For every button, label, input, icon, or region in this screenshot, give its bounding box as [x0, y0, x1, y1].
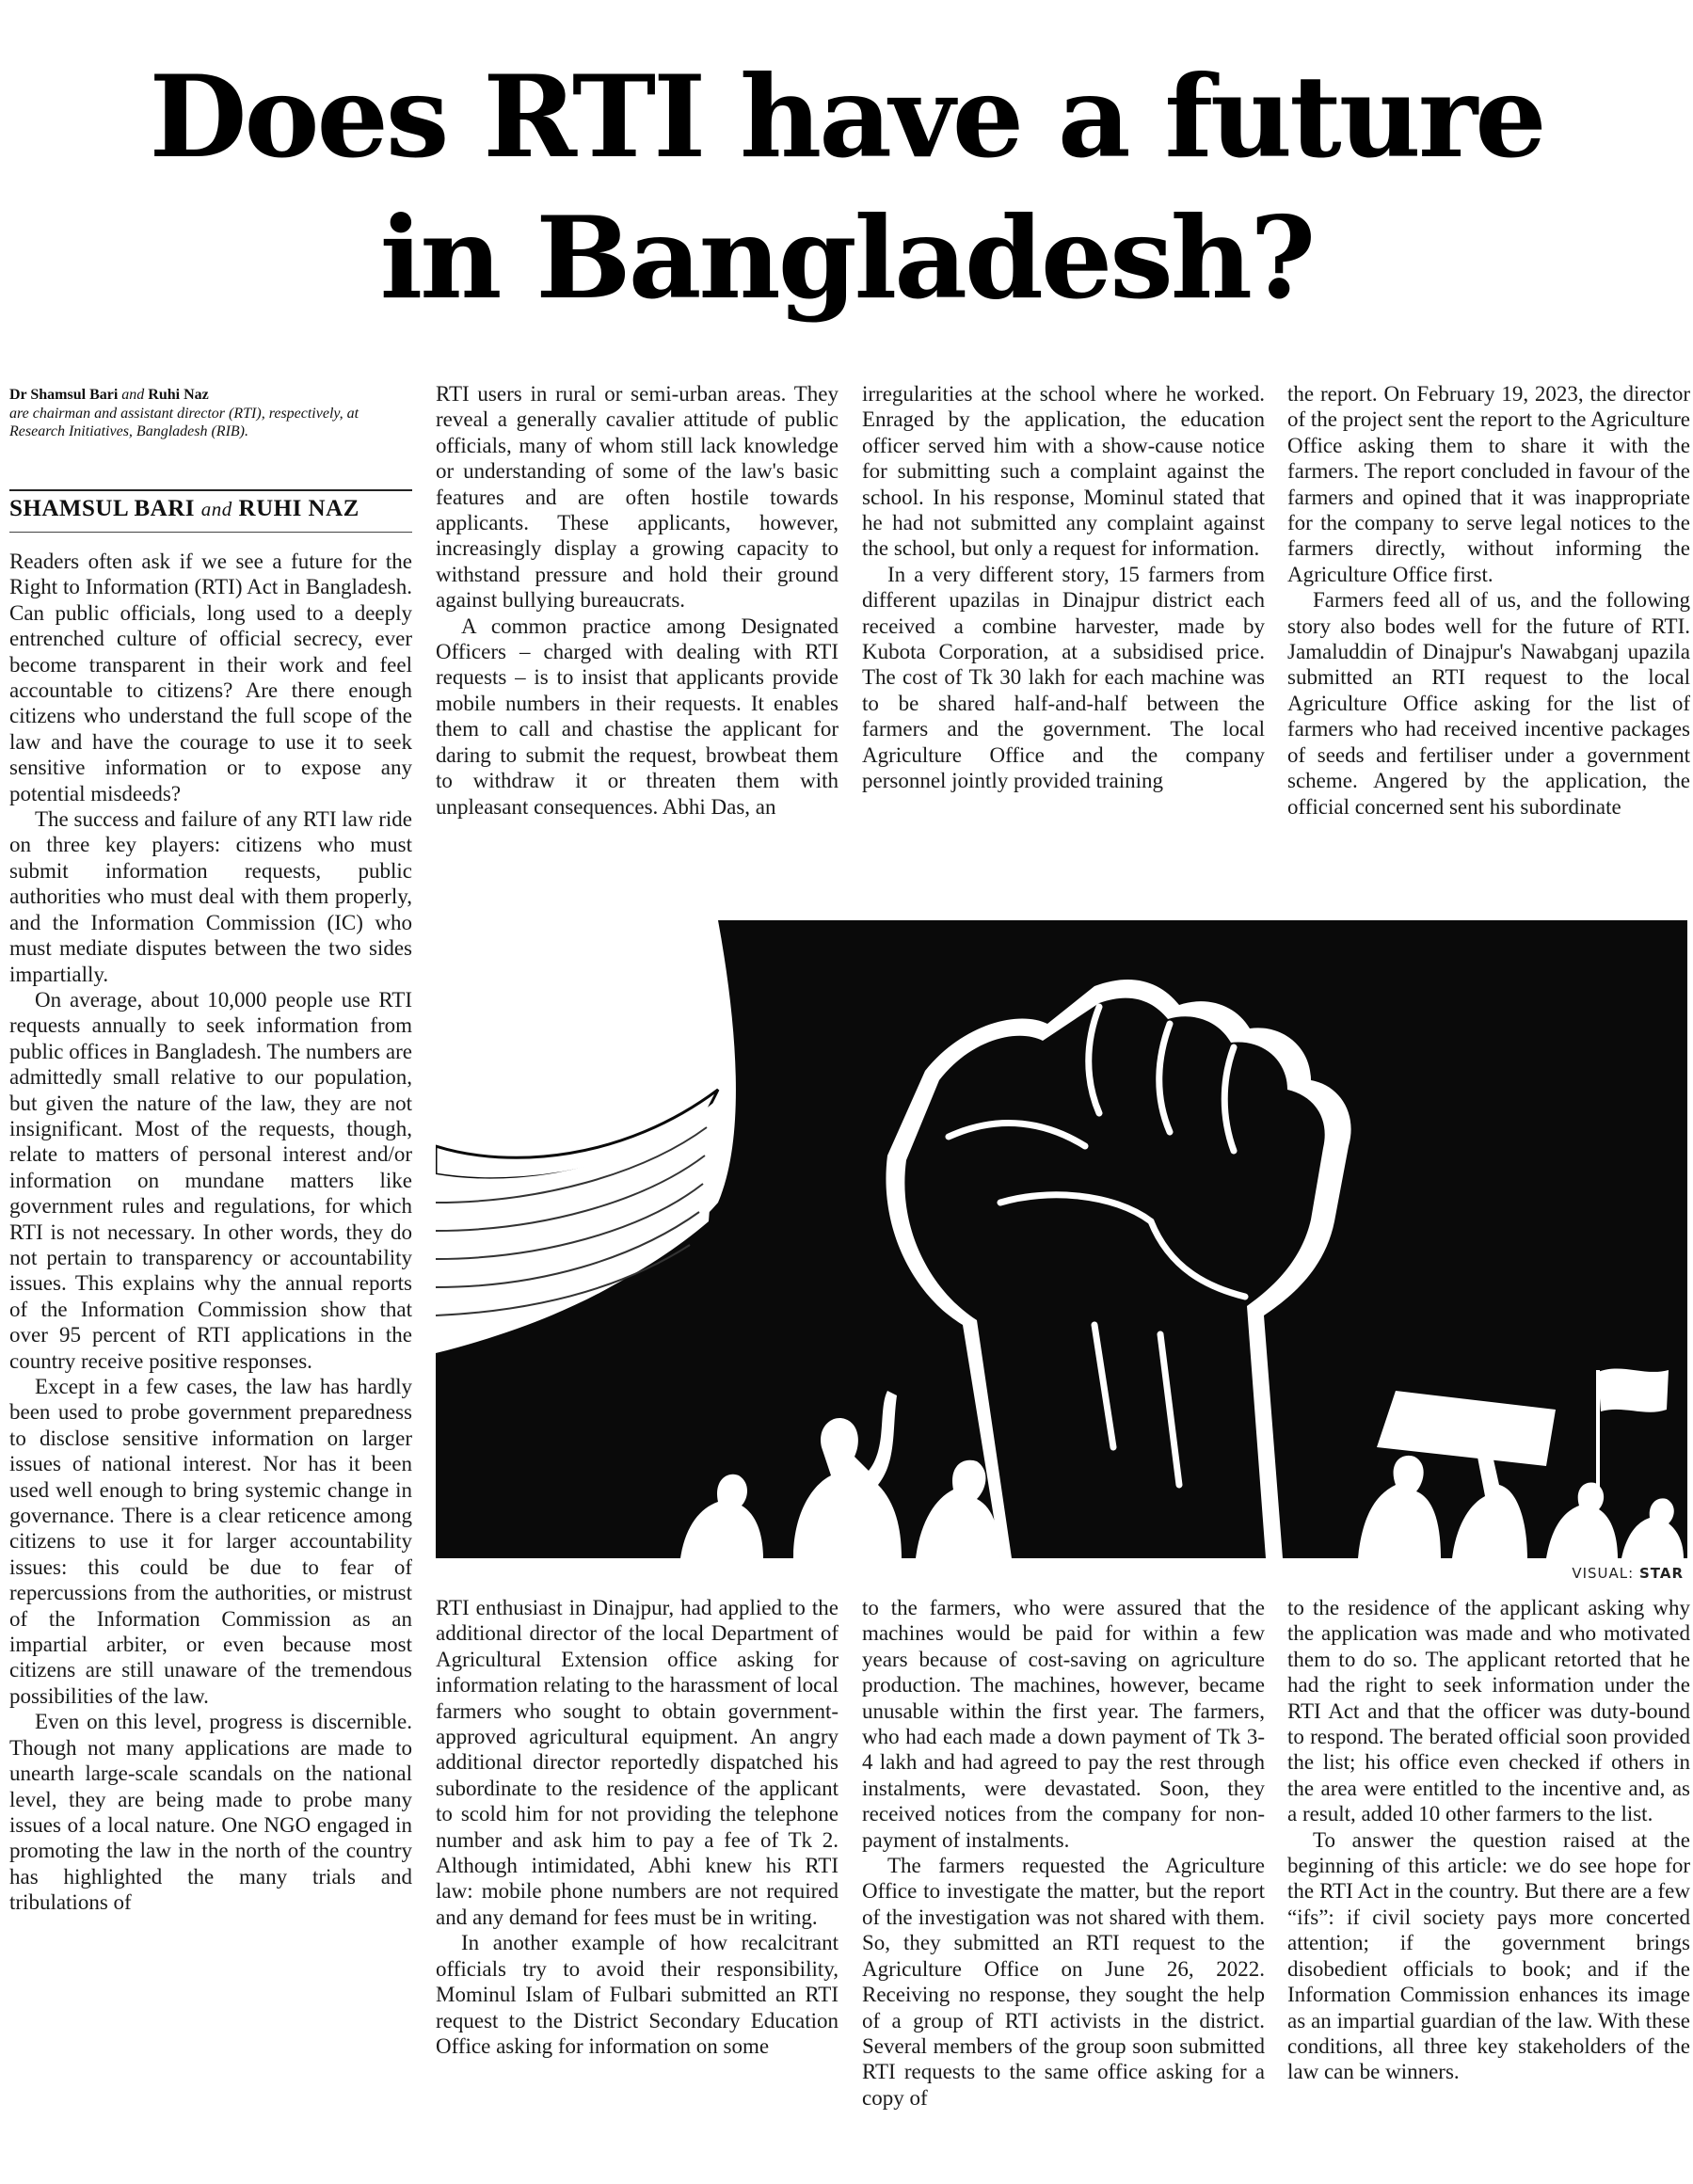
paragraph: the report. On February 19, 2023, the director of the project sent the report to the Agriculture Office asking them to share it with the farmers. The report concluded in favour of the farmers and opined that it was inappropriate for the company to serve legal notices to the farmers directly, without informing the Agriculture Office first. — [1287, 382, 1690, 586]
article-column-3-bottom — [862, 1595, 1265, 2174]
paragraph: Except in a few cases, the law has hardly been used to probe government preparedness to disclose sensitive information on larger issues of national interest. Nor has it been used well enough to bring systemic change in governance. There is a clear reticence among citizens to use it for larger accountability issues: this could be due to fear of repercussions from the authorities, or mistrust of the Information Commission as an impartial arbiter, or even because most citizens are still unaware of the tremendous possibilities of the law. — [9, 1375, 412, 1708]
paragraph: In a very different story, 15 farmers from different upazilas in Dinajpur district each received a combine harvester, made by Kubota Corporation, at a subsidised price. The cost of Tk 30 lakh for each machine was to be shared half-and-half between the farmers and the government. The local Agriculture Office and the company personnel jointly provided training — [862, 562, 1265, 793]
author-name-1: Dr Shamsul Bari — [9, 387, 119, 403]
paragraph: RTI users in rural or semi-urban areas. They reveal a generally cavalier attitude of public officials, many of whom still lack knowledge or understanding of some of the law's basic features and are often hostile towards applicants. These applicants, however, increasingly display a growing capacity to withstand pressure and hold their ground against bullying bureaucrats. — [436, 382, 839, 613]
paragraph: The farmers requested the Agriculture Office to investigate the matter, but the report of the investigation was not shared with them. So, they submitted an RTI request to the Agriculture Office on June 26, 2022. Receiving no response, they sought the help of a group of RTI activists in the district. Several members of the group soon submitted RTI requests to the same office asking for a copy of — [862, 1854, 1265, 2110]
paragraph: Farmers feed all of us, and the following story also bodes well for the future of RTI. Jamaluddin of Dinajpur's Nawabganj upazila submitted an RTI request to the local Agriculture Office asking for the list of farmers who had received incentive packages of seeds and fertiliser under a government scheme. Angered by the application, the official concerned sent his subordinate — [1287, 588, 1690, 819]
article-column-4-bottom — [1287, 1595, 1690, 2174]
byline-divider-bottom — [9, 532, 412, 533]
byline-name-1: SHAMSUL BARI — [9, 496, 196, 521]
byline-and: and — [200, 498, 232, 520]
author-note-names — [9, 386, 412, 405]
paragraph: RTI enthusiast in Dinajpur, had applied to the additional director of the local Department of Agricultural Extension office asking for information relating to the harassment of local farmers who sought to obtain government-approved agricultural equipment. An angry additional director reportedly dispatched his subordinate to the residence of the applicant to scold him for not providing the telephone number and ask him to pay a fee of Tk 2. Although intimidated, Abhi knew his RTI law: mobile phone numbers are not required and any demand for fees must be in writing. — [436, 1596, 839, 1929]
byline-name-2: RUHI NAZ — [238, 496, 359, 521]
paragraph: On average, about 10,000 people use RTI requests annually to seek information from public offices in Bangladesh. The numbers are admittedly small relative to our population, but given the nature of the law, they are not insignificant. Most of the requests, though, relate to matters of personal interest and/or information on mundane matters like government rules and regulations, for which RTI is not necessary. In other words, they do not pertain to transparency or accountability issues. This explains why the annual reports of the Information Commission show that over 95 percent of RTI applications in the country receive positive responses. — [9, 987, 412, 1373]
credit-source: STAR — [1638, 1565, 1684, 1582]
author-description: are chairman and assistant director (RTI), respectively, at Research Initiatives, Bangladesh (RIB). — [9, 406, 359, 439]
byline-divider-top — [9, 489, 412, 491]
author-note — [9, 386, 412, 440]
headline-line-1: Does RTI have a future — [149, 51, 1544, 183]
author-and: and — [121, 387, 145, 403]
article-column-3-top — [862, 381, 1265, 880]
headline-line-2: in Bangladesh? — [379, 192, 1314, 325]
article-column-1 — [9, 549, 412, 2175]
byline — [9, 496, 359, 522]
paragraph: In another example of how recalcitrant officials try to avoid their responsibility, Mominul Islam of Fulbari submitted an RTI request to the District Secondary Education Office asking for information on some — [436, 1931, 839, 2058]
article-column-4-top — [1287, 381, 1690, 880]
paragraph: to the residence of the applicant asking why the application was made and who motivated them to do so. The applicant retorted that he had the right to seek information under the RTI Act and that the officer was duty-bound to respond. The berated official soon provided the list; his office even checked if others in the area were entitled to the incentive and, as a result, added 10 other farmers to the list. — [1287, 1596, 1690, 1826]
paragraph: to the farmers, who were assured that the machines would be paid for within a few years because of cost-saving on agriculture production. The machines, however, became unusable within the first year. The farmers, who had each made a down payment of Tk 3-4 lakh and had agreed to pay the rest through instalments, were devastated. Soon, they received notices from the company for non-payment of instalments. — [862, 1596, 1265, 1852]
headline — [0, 47, 1693, 329]
paragraph: Readers often ask if we see a future for the Right to Information (RTI) Act in Bangladesh. Can public officials, long used to a deeply entrenched culture of official secrecy, ever become transparent in their work and feel accountable to citizens? Are there enough citizens who understand the full scope of the law and have the courage to use it to seek sensitive information or to expose any potential misdeeds? — [9, 550, 412, 805]
paragraph: A common practice among Designated Officers – charged with dealing with RTI requests – is to insist that applicants provide mobile numbers in their requests. It enables them to call and chastise the applicant for daring to submit the request, browbeat them to withdraw it or threaten them with unpleasant consequences. Abhi Das, an — [436, 614, 839, 819]
article-column-2-bottom — [436, 1595, 839, 2174]
author-name-2: Ruhi Naz — [148, 387, 209, 403]
credit-prefix: VISUAL: — [1572, 1565, 1635, 1582]
raised-fist-illustration — [436, 920, 1687, 1558]
article-column-2-top — [436, 381, 839, 880]
image-credit — [1572, 1565, 1684, 1582]
paragraph: To answer the question raised at the beginning of this article: we do see hope for the RTI Act in the country. But there are a few “ifs”: if civil society pays more concerted attention; if the government brings disobedient officials to book; and if the Information Commission enhances its image as an impartial guardian of the law. With these conditions, all three key stakeholders of the law can be winners. — [1287, 1827, 1690, 2084]
paragraph: Even on this level, progress is discernible. Though not many applications are made to unearth large-scale scandals on the national level, they are being made to probe many issues of a local nature. One NGO engaged in promoting the law in the north of the country has highlighted the many trials and tribulations of — [9, 1710, 412, 1915]
paragraph: The success and failure of any RTI law ride on three key players: citizens who must submit information requests, public authorities who must deal with them properly, and the Information Commission (IC) who must mediate disputes between the two sides impartially. — [9, 807, 412, 986]
paragraph: irregularities at the school where he worked. Enraged by the application, the education officer served him with a show-cause notice for submitting such a complaint against the school. In his response, Mominul stated that he had not submitted any complaint against the school, but only a request for information. — [862, 382, 1265, 561]
